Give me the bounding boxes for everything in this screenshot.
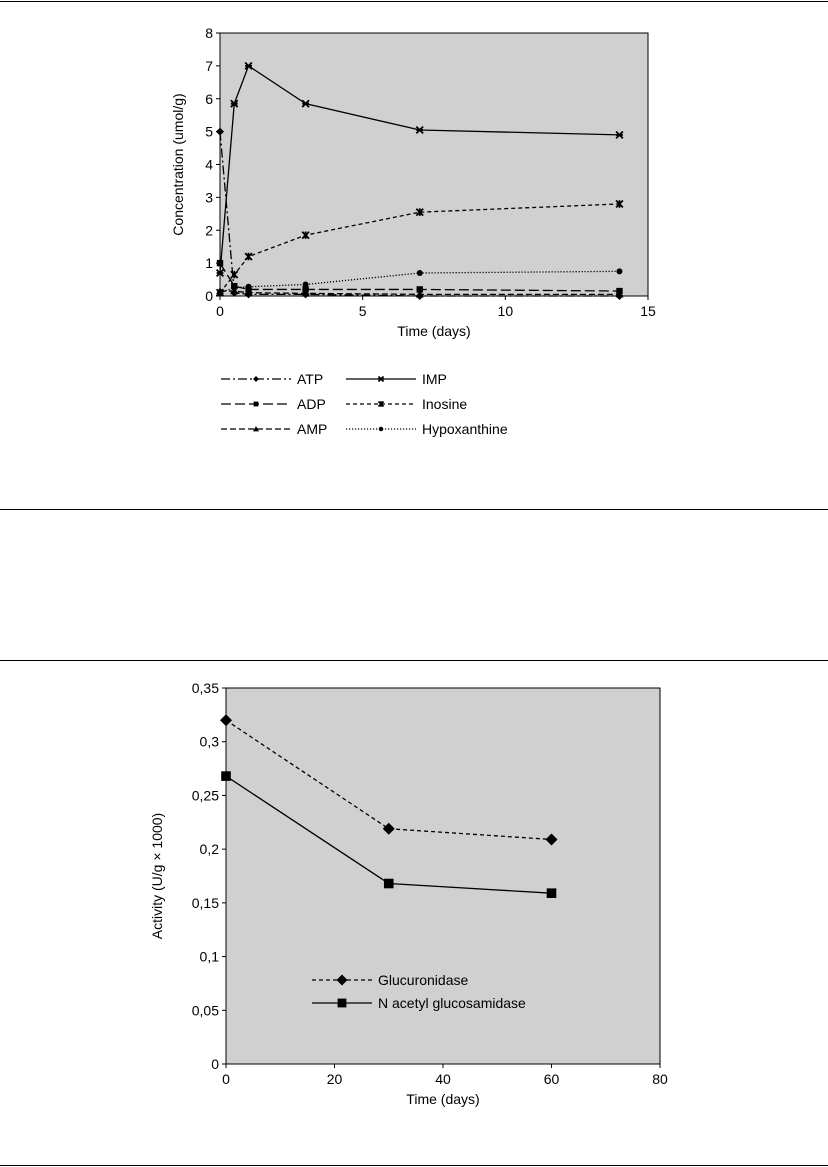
legend-item-hypoxanthine [346,421,508,437]
y-tick-label: 6 [205,90,213,107]
legend-label: AMP [297,421,328,437]
y-tick-label: 0 [205,288,213,304]
y-axis-label: Concentration (umol/g) [170,93,186,236]
data-point-hypoxanthine [217,290,223,296]
y-tick-label: 3 [205,189,213,206]
y-tick-label: 0,1 [199,948,219,965]
y-tick-label: 0,05 [191,1002,219,1019]
x-axis-label: Time (days) [406,1091,480,1107]
legend-label: Inosine [422,396,468,412]
data-point-n-acetyl-glucosamidase [221,771,231,781]
y-tick-label: 4 [205,156,213,173]
data-point-n-acetyl-glucosamidase [547,888,557,898]
y-tick-label: 2 [205,222,213,239]
enzyme-activity-chart [0,661,828,1166]
legend-marker [253,376,259,382]
data-point-hypoxanthine [246,284,252,290]
x-tick-label: 80 [652,1071,668,1087]
legend-item-atp [221,371,323,387]
y-tick-label: 5 [205,123,213,140]
x-tick-label: 0 [222,1071,230,1087]
legend-label: ATP [297,371,324,387]
nucleotide-concentration-chart [0,0,828,509]
legend-item-adp [221,396,326,412]
legend-item-imp [346,371,447,387]
legend [221,371,508,437]
y-tick-label: 0,3 [199,733,219,750]
x-tick-label: 15 [640,303,656,319]
x-tick-label: 0 [216,303,224,319]
y-tick-label: 7 [205,57,213,74]
y-tick-label: 0,15 [191,894,219,911]
data-point-hypoxanthine [303,281,309,287]
y-tick-label: 0 [211,1056,219,1072]
legend-marker [379,427,384,432]
x-axis-label: Time (days) [397,323,471,339]
x-tick-label: 10 [497,303,514,319]
legend-marker [254,402,259,407]
legend-item-amp [221,421,327,437]
legend-label: Glucuronidase [378,972,469,988]
legend-marker [378,376,383,381]
y-tick-label: 8 [205,25,213,41]
middle-rule-upper [0,509,828,510]
data-point-n-acetyl-glucosamidase [384,879,394,889]
y-tick-label: 0,2 [199,841,219,858]
legend-label: Hypoxanthine [422,421,508,437]
y-axis-label: Activity (U/g × 1000) [149,812,165,940]
y-tick-label: 0,25 [191,787,219,804]
x-tick-label: 60 [543,1071,560,1087]
plot-area [220,33,648,296]
x-tick-label: 20 [326,1071,343,1087]
x-tick-label: 40 [435,1071,451,1087]
legend-item-inosine [346,396,467,412]
legend-marker [338,999,347,1008]
x-tick-label: 5 [358,303,367,319]
legend-label: IMP [422,371,447,387]
legend-label: ADP [297,396,326,412]
y-tick-label: 1 [205,255,213,272]
data-point-hypoxanthine [616,268,622,274]
data-point-hypoxanthine [417,270,423,276]
legend-label: N acetyl glucosamidase [378,995,526,1011]
y-tick-label: 0,35 [191,680,219,696]
data-point-hypoxanthine [231,285,237,291]
